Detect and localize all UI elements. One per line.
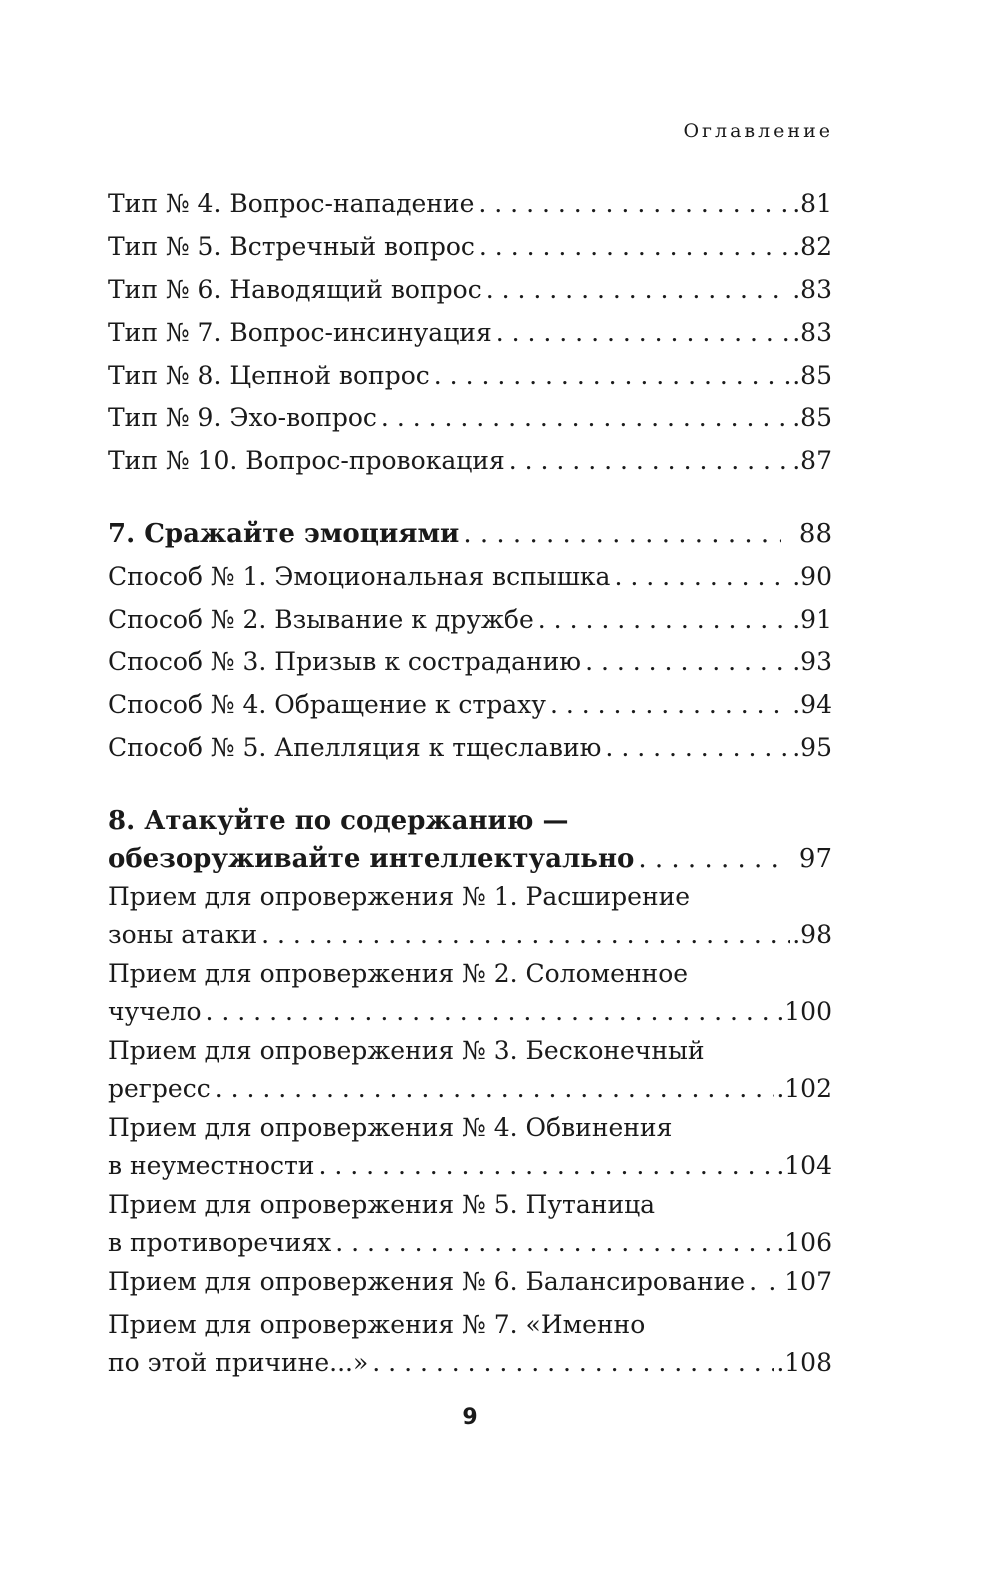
toc-entry-page: . 107 xyxy=(768,1267,832,1296)
toc-entry-page: .85 xyxy=(792,403,832,432)
toc-entry-title-line2: зоны атаки xyxy=(108,920,258,949)
toc-entry-title-line1: Прием для опровержения № 2. Соломенное xyxy=(108,959,689,988)
toc-entry-title: Тип № 5. Встречный вопрос xyxy=(108,232,475,261)
toc-entry[interactable] xyxy=(108,1308,832,1380)
toc-entry-page: .98 xyxy=(792,920,832,949)
toc-entry-title-line2: чучело xyxy=(108,997,202,1026)
toc-entry[interactable] xyxy=(108,316,832,350)
leader-dots xyxy=(614,560,790,594)
toc-entry[interactable] xyxy=(108,880,832,952)
toc-entry-title: Способ № 4. Обращение к страху xyxy=(108,690,546,719)
chapter-title-line1: 8. Атакуйте по содержанию — xyxy=(108,806,569,836)
chapter-title-line2: обезоруживайте интеллектуально xyxy=(108,844,635,874)
toc-entry-page: .83 xyxy=(792,318,832,347)
toc-entry-title-line1: Прием для опровержения № 4. Обвинения xyxy=(108,1113,673,1142)
toc-entry-title: Способ № 2. Взывание к дружбе xyxy=(108,605,534,634)
leader-dots xyxy=(538,603,790,637)
toc-entry-page: .90 xyxy=(792,562,832,591)
leader-dots xyxy=(318,1149,774,1183)
toc-entry[interactable] xyxy=(108,230,832,264)
toc-entry-page: .94 xyxy=(792,690,832,719)
toc-entry-title: Способ № 1. Эмоциональная вспышка xyxy=(108,562,611,591)
toc-entry-title: Тип № 4. Вопрос-нападение xyxy=(108,189,475,218)
toc-entry[interactable] xyxy=(108,1034,832,1106)
toc-entry-title-line1: Прием для опровержения № 1. Расширение xyxy=(108,882,691,911)
page-number: 9 xyxy=(462,1405,478,1430)
leader-dots xyxy=(486,273,791,307)
toc-entry-page: .93 xyxy=(792,647,832,676)
chapter-7-entry[interactable] xyxy=(108,517,832,551)
toc-entry-page: .106 xyxy=(776,1228,832,1257)
toc-entry[interactable] xyxy=(108,603,832,637)
leader-dots xyxy=(479,230,790,264)
leader-dots xyxy=(206,995,775,1029)
toc-entry[interactable] xyxy=(108,273,832,307)
toc-entry-title: Тип № 6. Наводящий вопрос xyxy=(108,275,482,304)
toc-entry-page: .81 xyxy=(792,189,832,218)
toc-entry-page: .82 xyxy=(792,232,832,261)
leader-dots xyxy=(638,842,781,876)
leader-dots xyxy=(605,731,790,765)
toc-entry-title: Тип № 9. Эхо-вопрос xyxy=(108,403,377,432)
toc-entry[interactable] xyxy=(108,359,832,393)
leader-dots xyxy=(335,1226,774,1260)
toc-entry-title: Тип № 8. Цепной вопрос xyxy=(108,361,430,390)
toc-entry[interactable] xyxy=(108,688,832,722)
toc-entry-title-line2: регресс xyxy=(108,1074,211,1103)
toc-entry[interactable] xyxy=(108,1188,832,1260)
chapter-page: 88 xyxy=(798,519,832,549)
leader-dots xyxy=(749,1265,766,1299)
leader-dots xyxy=(496,316,791,350)
leader-dots xyxy=(434,359,790,393)
toc-entry[interactable] xyxy=(108,401,832,435)
leader-dots xyxy=(478,187,790,221)
toc-entry-page: .100 xyxy=(776,997,832,1026)
toc-entry-title: Способ № 3. Призыв к состраданию xyxy=(108,647,582,676)
toc-entry-title-line2: по этой причине...» xyxy=(108,1348,369,1377)
toc-entry[interactable] xyxy=(108,187,832,221)
toc-entry-page: .91 xyxy=(792,605,832,634)
toc-entry-title-line2: в неуместности xyxy=(108,1151,315,1180)
leader-dots xyxy=(381,401,790,435)
toc-entry-title: Тип № 7. Вопрос-инсинуация xyxy=(108,318,492,347)
toc-entry-page: .108 xyxy=(776,1348,832,1377)
toc-entry[interactable] xyxy=(108,1111,832,1183)
toc-entry-page: .95 xyxy=(792,733,832,762)
toc-entry-title-line1: Прием для опровержения № 7. «Именно xyxy=(108,1310,646,1339)
leader-dots xyxy=(215,1072,775,1106)
toc-entry-page: .85 xyxy=(792,361,832,390)
toc-entry-title-line2: в противоречиях xyxy=(108,1228,332,1257)
leader-dots xyxy=(509,444,791,478)
leader-dots xyxy=(550,688,790,722)
toc-entry-title: Прием для опровержения № 6. Балансирование xyxy=(108,1267,746,1296)
toc-entry[interactable] xyxy=(108,957,832,1029)
toc-entry-title: Тип № 10. Вопрос-провокация xyxy=(108,446,505,475)
toc-entry-page: .104 xyxy=(776,1151,832,1180)
toc-entry-page: .83 xyxy=(792,275,832,304)
toc-entry-title-line1: Прием для опровержения № 3. Бесконечный xyxy=(108,1036,705,1065)
leader-dots xyxy=(372,1346,774,1380)
toc-entry-title-line1: Прием для опровержения № 5. Путаница xyxy=(108,1190,656,1219)
toc-entry-page: .87 xyxy=(792,446,832,475)
running-head: Оглавление xyxy=(683,120,833,142)
toc-entry[interactable] xyxy=(108,560,832,594)
toc-entry[interactable] xyxy=(108,645,832,679)
leader-dots xyxy=(261,918,790,952)
leader-dots xyxy=(463,517,781,551)
toc-entry-title: Способ № 5. Апелляция к тщеславию xyxy=(108,733,602,762)
leader-dots xyxy=(585,645,790,679)
toc-entry[interactable] xyxy=(108,731,832,765)
toc-entry-page: .102 xyxy=(776,1074,832,1103)
toc-entry[interactable] xyxy=(108,1265,832,1299)
chapter-page: 97 xyxy=(798,844,832,874)
chapter-title: 7. Сражайте эмоциями xyxy=(108,519,460,549)
toc-entry[interactable] xyxy=(108,444,832,478)
chapter-8-entry[interactable] xyxy=(108,804,832,876)
